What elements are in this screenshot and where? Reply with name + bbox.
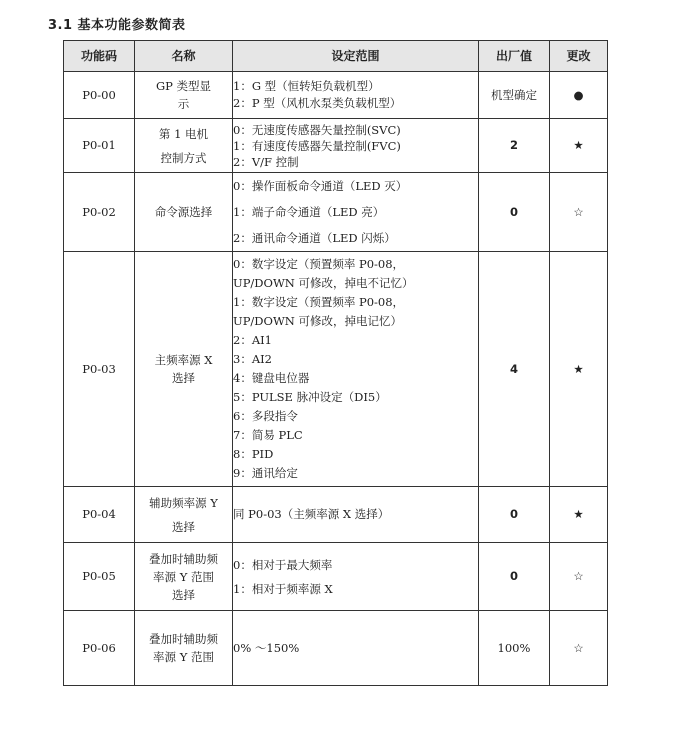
hollow-star-icon: ☆ (550, 543, 608, 611)
filled-star-icon: ★ (550, 252, 608, 487)
param-code: P0-01 (64, 119, 135, 173)
range-option: UP/DOWN 可修改，掉电记忆） (233, 314, 402, 328)
param-code: P0-04 (64, 487, 135, 543)
param-code: P0-05 (64, 543, 135, 611)
table-row (64, 611, 608, 686)
param-range (233, 543, 479, 611)
range-option: 同 P0-03（主频率源 X 选择） (233, 507, 390, 521)
param-name-text: 叠加时辅助频率源 Y 范围选择 (149, 551, 218, 602)
param-name (135, 543, 233, 611)
table-row (64, 72, 608, 119)
parameter-table (63, 40, 608, 686)
param-name (135, 487, 233, 543)
range-option: 2：AI1 (233, 333, 272, 347)
range-option: 5：PULSE 脉冲设定（DI5） (233, 390, 387, 404)
param-range (233, 119, 479, 173)
param-range (233, 611, 479, 686)
param-name-text: 命令源选择 (154, 205, 213, 219)
table-row (64, 487, 608, 543)
header-name: 名称 (135, 41, 233, 72)
range-option: 2：P 型（风机水泵类负载机型） (233, 96, 402, 110)
range-option: 0% ～150% (233, 640, 300, 655)
range-option: 8：PID (233, 447, 274, 461)
param-name-text: 主频率源 X 选择 (154, 353, 213, 385)
param-name (135, 72, 233, 119)
param-default: 0 (479, 173, 550, 252)
param-default: 机型确定 (479, 72, 550, 119)
hollow-star-icon: ☆ (550, 173, 608, 252)
param-name-text: GP 类型显示 (155, 79, 212, 111)
param-code: P0-06 (64, 611, 135, 686)
header-code: 功能码 (64, 41, 135, 72)
table-header-row (64, 41, 608, 72)
param-default: 4 (479, 252, 550, 487)
param-name (135, 611, 233, 686)
param-code: P0-03 (64, 252, 135, 487)
range-option: 4：键盘电位器 (233, 371, 310, 385)
range-option: 0：数字设定（预置频率 P0-08， (233, 257, 405, 271)
param-range (233, 173, 479, 252)
param-range (233, 72, 479, 119)
param-name-text: 叠加时辅助频率源 Y 范围 (149, 632, 218, 664)
param-name (135, 252, 233, 487)
section-title: 3.1 基本功能参数简表 (48, 18, 186, 33)
range-option: 1：有速度传感器矢量控制(FVC) (233, 138, 401, 153)
range-option: 2：通讯命令通道（LED 闪烁） (233, 231, 396, 245)
range-option: 2：V/F 控制 (233, 154, 299, 169)
filled-star-icon: ★ (550, 487, 608, 543)
param-default: 2 (479, 119, 550, 173)
range-option: 0：无速度传感器矢量控制(SVC) (233, 122, 401, 137)
range-option: 1：G 型（恒转矩负载机型） (233, 79, 380, 93)
header-range: 设定范围 (233, 41, 479, 72)
filled-circle-icon: ● (550, 72, 608, 119)
param-default: 0 (479, 543, 550, 611)
param-name-text: 第 1 电机控制方式 (158, 126, 209, 165)
range-option: 0：相对于最大频率 (233, 557, 333, 572)
range-option: 1：数字设定（预置频率 P0-08， (233, 295, 405, 309)
param-range (233, 252, 479, 487)
table-row (64, 119, 608, 173)
range-option: 0：操作面板命令通道（LED 灭） (233, 179, 408, 193)
param-range (233, 487, 479, 543)
table-body (64, 72, 608, 686)
table-row (64, 252, 608, 487)
table-row (64, 173, 608, 252)
range-option: 1：相对于频率源 X (233, 581, 333, 596)
header-change: 更改 (550, 41, 608, 72)
param-name-text: 辅助频率源 Y 选择 (149, 495, 218, 534)
param-name (135, 173, 233, 252)
filled-star-icon: ★ (550, 119, 608, 173)
range-option: 3：AI2 (233, 352, 272, 366)
range-option: 6：多段指令 (233, 409, 298, 423)
param-default: 0 (479, 487, 550, 543)
range-option: 1：端子命令通道（LED 亮） (233, 205, 385, 219)
range-option: 9：通讯给定 (233, 466, 298, 480)
param-default: 100% (479, 611, 550, 686)
hollow-star-icon: ☆ (550, 611, 608, 686)
param-name (135, 119, 233, 173)
param-code: P0-02 (64, 173, 135, 252)
table-row (64, 543, 608, 611)
range-option: UP/DOWN 可修改，掉电不记忆） (233, 276, 414, 290)
param-code: P0-00 (64, 72, 135, 119)
header-default: 出厂值 (479, 41, 550, 72)
range-option: 7：简易 PLC (233, 428, 303, 442)
